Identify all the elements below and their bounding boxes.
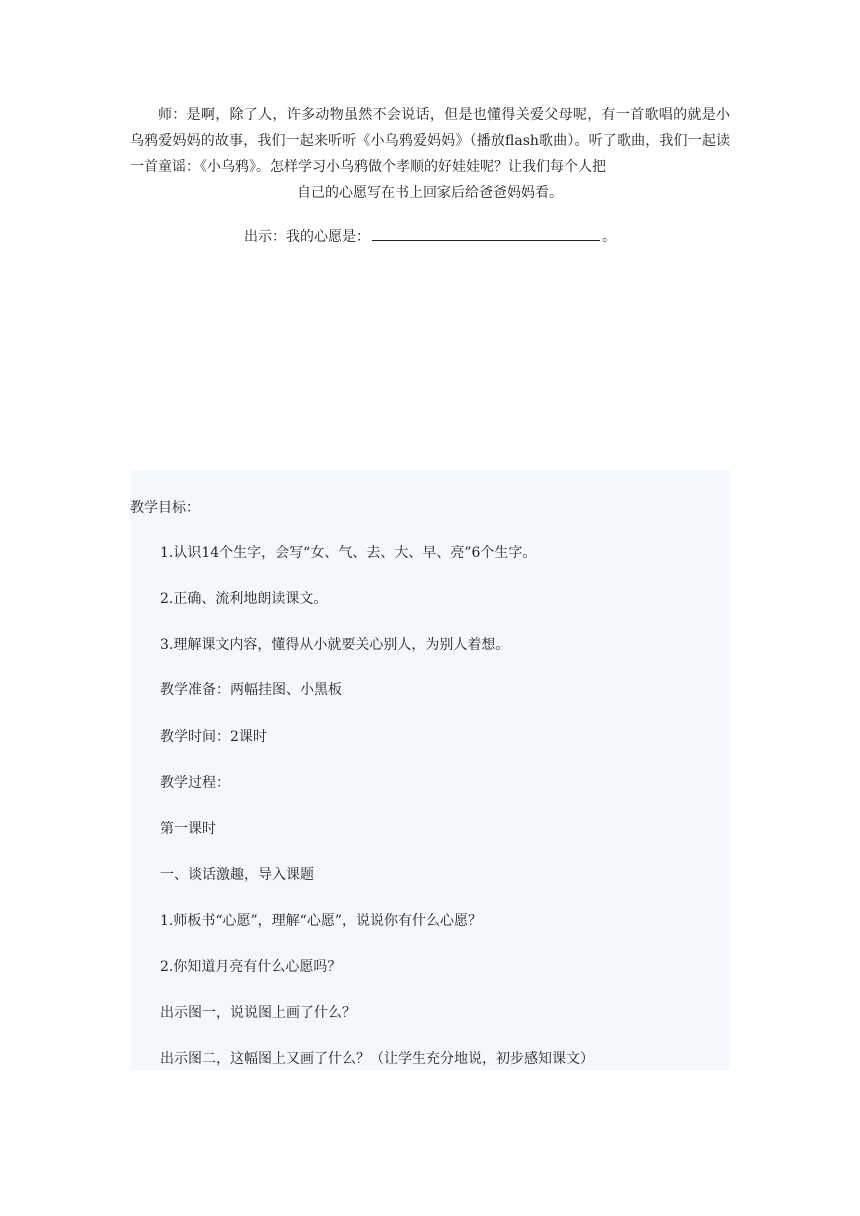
step-2: 2.你知道月亮有什么心愿吗？ [160,959,342,975]
wish-blank [372,224,600,241]
process-heading: 教学过程： [160,775,230,791]
wish-label: 出示：我的心愿是： [244,229,370,245]
wish-suffix: 。 [602,229,616,245]
picture-2-prompt: 出示图二，这幅图上又画了什么？（让学生充分地说，初步感知课文） [160,1051,594,1067]
intro-text-end: 自己的心愿写在书上回家后给爸爸妈妈看。 [297,185,563,201]
goal-2: 2.正确、流利地朗读课文。 [160,591,328,607]
section-heading: 一、谈话激趣，导入课题 [160,867,314,883]
picture-1-prompt: 出示图一，说说图上画了什么？ [160,1005,356,1021]
lesson-time: 教学时间：2课时 [160,729,267,745]
lesson-plan-panel [130,470,730,1070]
goal-1: 1.认识14个生字，会写“女、气、去、大、早、亮”6个生字。 [160,545,537,561]
wish-prompt [0,224,860,250]
intro-paragraph [130,102,730,206]
intro-text: 师：是啊，除了人，许多动物虽然不会说话，但是也懂得关爱父母呢，有一首歌唱的就是小乌鸦爱妈妈的故事，我们一起来听听《小乌鸦爱妈妈》（播放flash歌曲）。听了歌曲，我们一起读一首童谣：《小乌鸦》。怎样学习小乌鸦做个孝顺的好娃娃呢？让我们每个人把 [130,107,730,175]
preparation: 教学准备：两幅挂图、小黑板 [160,682,342,698]
period-heading: 第一课时 [160,821,216,837]
goal-3: 3.理解课文内容，懂得从小就要关心别人，为别人着想。 [160,637,510,653]
step-1: 1.师板书“心愿”，理解“心愿”，说说你有什么心愿？ [160,913,482,929]
goals-heading: 教学目标： [130,500,200,516]
